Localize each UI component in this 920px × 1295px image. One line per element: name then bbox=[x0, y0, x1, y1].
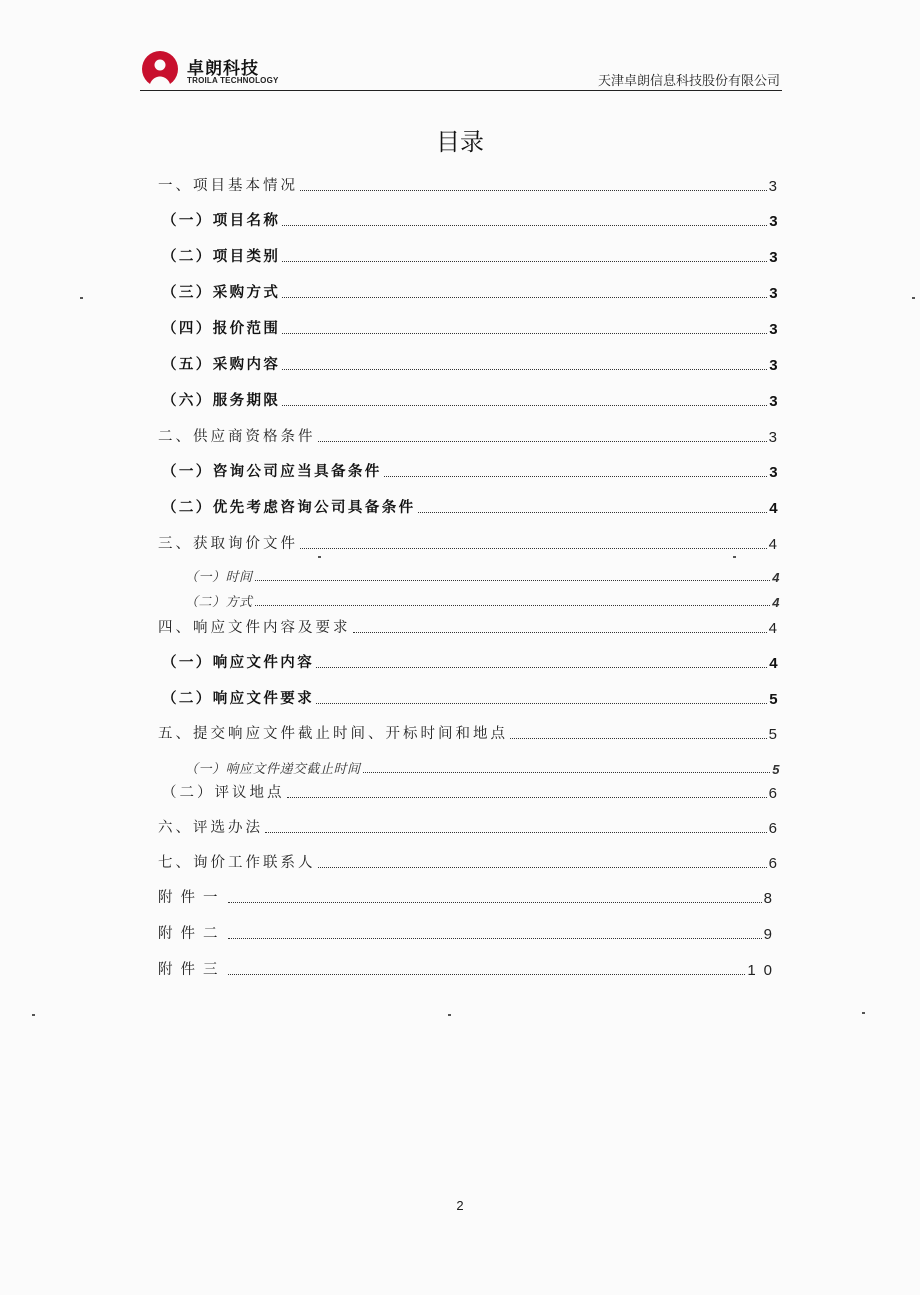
toc-entry[interactable] bbox=[158, 959, 780, 979]
toc-entry-label: 附件三 bbox=[158, 962, 226, 978]
toc-entry[interactable] bbox=[158, 923, 780, 943]
toc-leader-dots bbox=[282, 368, 767, 370]
toc-leader-dots bbox=[265, 831, 767, 833]
toc-entry-page: 4 bbox=[772, 570, 780, 585]
toc-entry-page: 10 bbox=[747, 962, 780, 979]
toc-leader-dots bbox=[282, 296, 767, 298]
toc-entry[interactable] bbox=[158, 887, 780, 907]
toc-entry-page: 9 bbox=[763, 926, 780, 943]
toc-entry-page: 3 bbox=[768, 429, 780, 446]
toc-entry-label: （一）项目名称 bbox=[162, 213, 281, 229]
toc-entry-label: （六）服务期限 bbox=[162, 393, 281, 409]
toc-entry[interactable] bbox=[162, 688, 780, 708]
toc-entry[interactable] bbox=[158, 617, 780, 637]
toc-leader-dots bbox=[228, 937, 762, 939]
toc-entry-page: 3 bbox=[769, 393, 780, 410]
toc-entry[interactable] bbox=[158, 426, 780, 446]
toc-leader-dots bbox=[363, 771, 771, 773]
toc-entry-label: （二）优先考虑咨询公司具备条件 bbox=[162, 500, 416, 516]
toc-leader-dots bbox=[300, 547, 767, 549]
toc-entry[interactable] bbox=[185, 565, 780, 585]
toc-entry[interactable] bbox=[162, 354, 780, 374]
toc-leader-dots bbox=[282, 404, 767, 406]
toc-entry-page: 6 bbox=[768, 820, 780, 837]
toc-entry-page: 3 bbox=[769, 321, 780, 338]
toc-entry-label: （一）响应文件递交截止时间 bbox=[185, 762, 361, 777]
toc-entry[interactable] bbox=[158, 852, 780, 872]
scan-speck bbox=[32, 1014, 35, 1016]
toc-leader-dots bbox=[255, 604, 771, 606]
toc-entry-page: 4 bbox=[769, 500, 780, 517]
toc-entry-page: 4 bbox=[768, 536, 780, 553]
toc-entry-page: 6 bbox=[768, 855, 780, 872]
toc-leader-dots bbox=[228, 901, 762, 903]
toc-entry[interactable] bbox=[162, 210, 780, 230]
toc-entry[interactable] bbox=[158, 723, 780, 743]
toc-entry-page: 4 bbox=[768, 620, 780, 637]
toc-entry[interactable] bbox=[162, 782, 780, 802]
toc-entry[interactable] bbox=[158, 175, 780, 195]
toc-entry-page: 5 bbox=[772, 762, 780, 777]
toc-entry-page: 5 bbox=[769, 691, 780, 708]
toc-entry[interactable] bbox=[162, 652, 780, 672]
company-name: 天津卓朗信息科技股份有限公司 bbox=[597, 74, 780, 89]
toc-leader-dots bbox=[282, 224, 767, 226]
toc-entry-page: 3 bbox=[769, 213, 780, 230]
toc-leader-dots bbox=[418, 511, 768, 513]
scan-speck bbox=[318, 556, 321, 558]
toc-leader-dots bbox=[353, 631, 767, 633]
toc-leader-dots bbox=[287, 796, 767, 798]
toc-entry-page: 3 bbox=[769, 285, 780, 302]
toc-entry-page: 3 bbox=[769, 357, 780, 374]
toc-entry[interactable] bbox=[162, 282, 780, 302]
toc-entry-label: （四）报价范围 bbox=[162, 321, 281, 337]
toc-entry-page: 8 bbox=[763, 890, 780, 907]
toc-entry[interactable] bbox=[162, 461, 780, 481]
toc-entry-label: 附件一 bbox=[158, 890, 226, 906]
toc-entry-label: 附件二 bbox=[158, 926, 226, 942]
toc-leader-dots bbox=[316, 702, 767, 704]
scan-speck bbox=[448, 1014, 451, 1016]
toc-entry-label: 五、提交响应文件截止时间、开标时间和地点 bbox=[158, 726, 508, 742]
toc-entry-label: （二）方式 bbox=[185, 595, 253, 610]
toc-entry-page: 6 bbox=[768, 785, 780, 802]
toc-entry-label: 四、响应文件内容及要求 bbox=[158, 620, 351, 636]
toc-entry-label: （五）采购内容 bbox=[162, 357, 281, 373]
toc-entry-label: 六、评选办法 bbox=[158, 820, 263, 836]
toc-entry[interactable] bbox=[158, 817, 780, 837]
toc-leader-dots bbox=[316, 666, 767, 668]
toc-entry-page: 3 bbox=[768, 178, 780, 195]
scan-speck bbox=[80, 297, 83, 299]
toc-leader-dots bbox=[318, 440, 767, 442]
toc-entry-label: （一）时间 bbox=[185, 570, 253, 585]
toc-entry-label: （二）评议地点 bbox=[162, 785, 285, 801]
toc-entry-label: （三）采购方式 bbox=[162, 285, 281, 301]
toc-leader-dots bbox=[510, 737, 767, 739]
toc-leader-dots bbox=[255, 579, 771, 581]
toc-entry[interactable] bbox=[185, 757, 780, 777]
toc-leader-dots bbox=[384, 475, 768, 477]
toc-entry[interactable] bbox=[162, 497, 780, 517]
toc-entry[interactable] bbox=[162, 246, 780, 266]
toc-entry-label: （一）响应文件内容 bbox=[162, 655, 315, 671]
toc-title: 目录 bbox=[436, 128, 484, 156]
toc-entry[interactable] bbox=[162, 318, 780, 338]
scan-speck bbox=[912, 297, 915, 299]
toc-leader-dots bbox=[228, 973, 746, 975]
toc-leader-dots bbox=[282, 332, 767, 334]
company-logo bbox=[140, 50, 340, 90]
toc-entry-label: （二）项目类别 bbox=[162, 249, 281, 265]
toc-entry-label: 三、获取询价文件 bbox=[158, 536, 298, 552]
page-number: 2 bbox=[456, 1198, 464, 1213]
logo-mark-icon bbox=[140, 50, 180, 90]
toc-entry-label: 七、询价工作联系人 bbox=[158, 855, 316, 871]
toc-entry-label: （一）咨询公司应当具备条件 bbox=[162, 464, 382, 480]
toc-entry-label: 二、供应商资格条件 bbox=[158, 429, 316, 445]
toc-entry-page: 5 bbox=[768, 726, 780, 743]
toc-entry-page: 4 bbox=[772, 595, 780, 610]
toc-entry-page: 3 bbox=[769, 249, 780, 266]
logo-chinese-text: 卓朗科技 bbox=[187, 59, 259, 79]
toc-leader-dots bbox=[300, 189, 767, 191]
logo-english-text: TROILA TECHNOLOGY bbox=[187, 76, 279, 85]
toc-entry[interactable] bbox=[158, 533, 780, 553]
toc-leader-dots bbox=[318, 866, 767, 868]
toc-entry[interactable] bbox=[185, 590, 780, 610]
toc-leader-dots bbox=[282, 260, 767, 262]
toc-entry-label: （二）响应文件要求 bbox=[162, 691, 315, 707]
page-header bbox=[140, 48, 782, 91]
toc-entry-page: 4 bbox=[769, 655, 780, 672]
toc-entry-page: 3 bbox=[769, 464, 780, 481]
toc-entry-label: 一、项目基本情况 bbox=[158, 178, 298, 194]
scan-speck bbox=[862, 1012, 865, 1014]
toc-entry[interactable] bbox=[162, 390, 780, 410]
scan-speck bbox=[733, 556, 736, 558]
